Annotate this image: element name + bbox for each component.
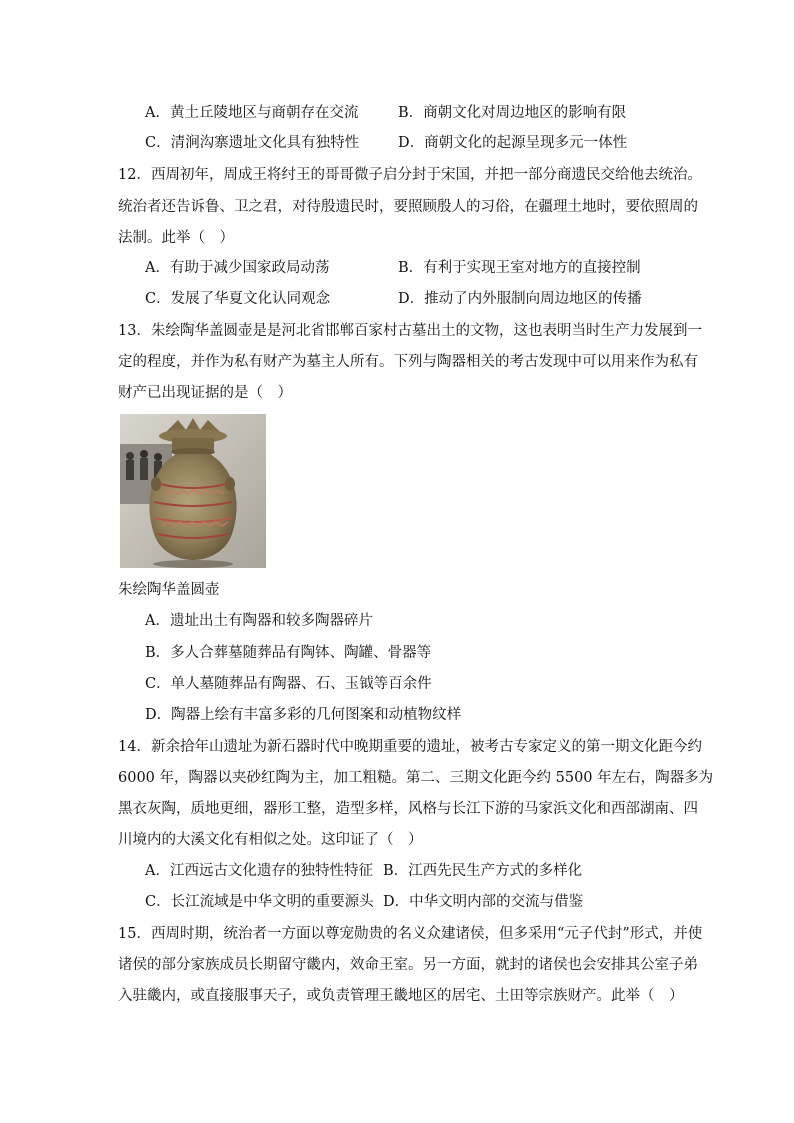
q14-stem-line-3: 黑衣灰陶，质地更细，器形工整，造型多样，风格与长江下游的马家浜文化和西部湖南、四 — [118, 801, 698, 817]
q12-option-c: C．发展了华夏文化认同观念 — [145, 291, 331, 307]
q14-option-d: D．中华文明内部的交流与借鉴 — [383, 894, 584, 910]
q15-stem-line-1: 15．西周时期，统治者一方面以尊宠勋贵的名义众建诸侯，但多采用“元子代封”形式，并使 — [118, 926, 703, 942]
q11-option-b: B．商朝文化对周边地区的影响有限 — [398, 105, 627, 121]
q12-stem-line-1: 12．西周初年，周成王将纣王的哥哥微子启分封于宋国，并把一部分商遗民交给他去统治。 — [118, 167, 702, 183]
q14-stem-line-1: 14．新余拾年山遗址为新石器时代中晚期重要的遗址，被考古专家定义的第一期文化距今约 — [118, 739, 702, 755]
pottery-jar-photo — [120, 414, 266, 568]
q12-stem-line-2: 统治者还告诉鲁、卫之君，对待殷遗民时，要照顾殷人的习俗，在疆理土地时，要依照周的 — [118, 199, 698, 215]
q15-stem-line-3: 入驻畿内，或直接服事天子，或负责管理王畿地区的居宅、土田等宗族财产。此举（ ） — [118, 988, 684, 1004]
q13-stem-line-3: 财产已出现证据的是（ ） — [118, 385, 292, 401]
q12-option-a: A．有助于减少国家政局动荡 — [145, 260, 330, 276]
pottery-jar-caption: 朱绘陶华盖圆壶 — [118, 582, 220, 598]
q13-option-b: B．多人合葬墓随葬品有陶钵、陶罐、骨器等 — [145, 645, 432, 661]
q11-option-c: C．清涧沟寨遗址文化具有独特性 — [145, 135, 360, 151]
q13-stem-line-1: 13．朱绘陶华盖圆壶是是河北省邯郸百家村古墓出土的文物，这也表明当时生产力发展到一 — [118, 323, 702, 339]
q13-option-d: D．陶器上绘有丰富多彩的几何图案和动植物纹样 — [145, 707, 462, 723]
q13-option-c: C．单人墓随葬品有陶器、石、玉钺等百余件 — [145, 676, 432, 692]
q14-option-b: B．江西先民生产方式的多样化 — [383, 863, 583, 879]
q12-option-b: B．有利于实现王室对地方的直接控制 — [398, 260, 641, 276]
q13-option-a: A．遗址出土有陶器和较多陶器碎片 — [145, 613, 373, 629]
q14-stem-line-2: 6000 年，陶器以夹砂红陶为主，加工粗糙。第二、三期文化距今约 5500 年左右，陶器多为 — [118, 770, 714, 786]
q15-stem-line-2: 诸侯的部分家族成员长期留守畿内，效命王室。另一方面，就封的诸侯也会安排其公室子弟 — [118, 957, 698, 973]
q11-option-a: A．黄土丘陵地区与商朝存在交流 — [145, 105, 359, 121]
q13-stem-line-2: 定的程度，并作为私有财产为墓主人所有。下列与陶器相关的考古发现中可以用来作为私有 — [118, 354, 698, 370]
q12-option-d: D．推动了内外服制向周边地区的传播 — [398, 291, 642, 307]
q14-option-a: A．江西远古文化遗存的独特性特征 — [145, 863, 373, 879]
q14-option-c: C．长江流域是中华文明的重要源头 — [145, 894, 374, 910]
q14-stem-line-4: 川境内的大溪文化有相似之处。这印证了（ ） — [118, 832, 423, 848]
q11-option-d: D．商朝文化的起源呈现多元一体性 — [398, 135, 628, 151]
q12-stem-line-3: 法制。此举（ ） — [118, 230, 234, 246]
